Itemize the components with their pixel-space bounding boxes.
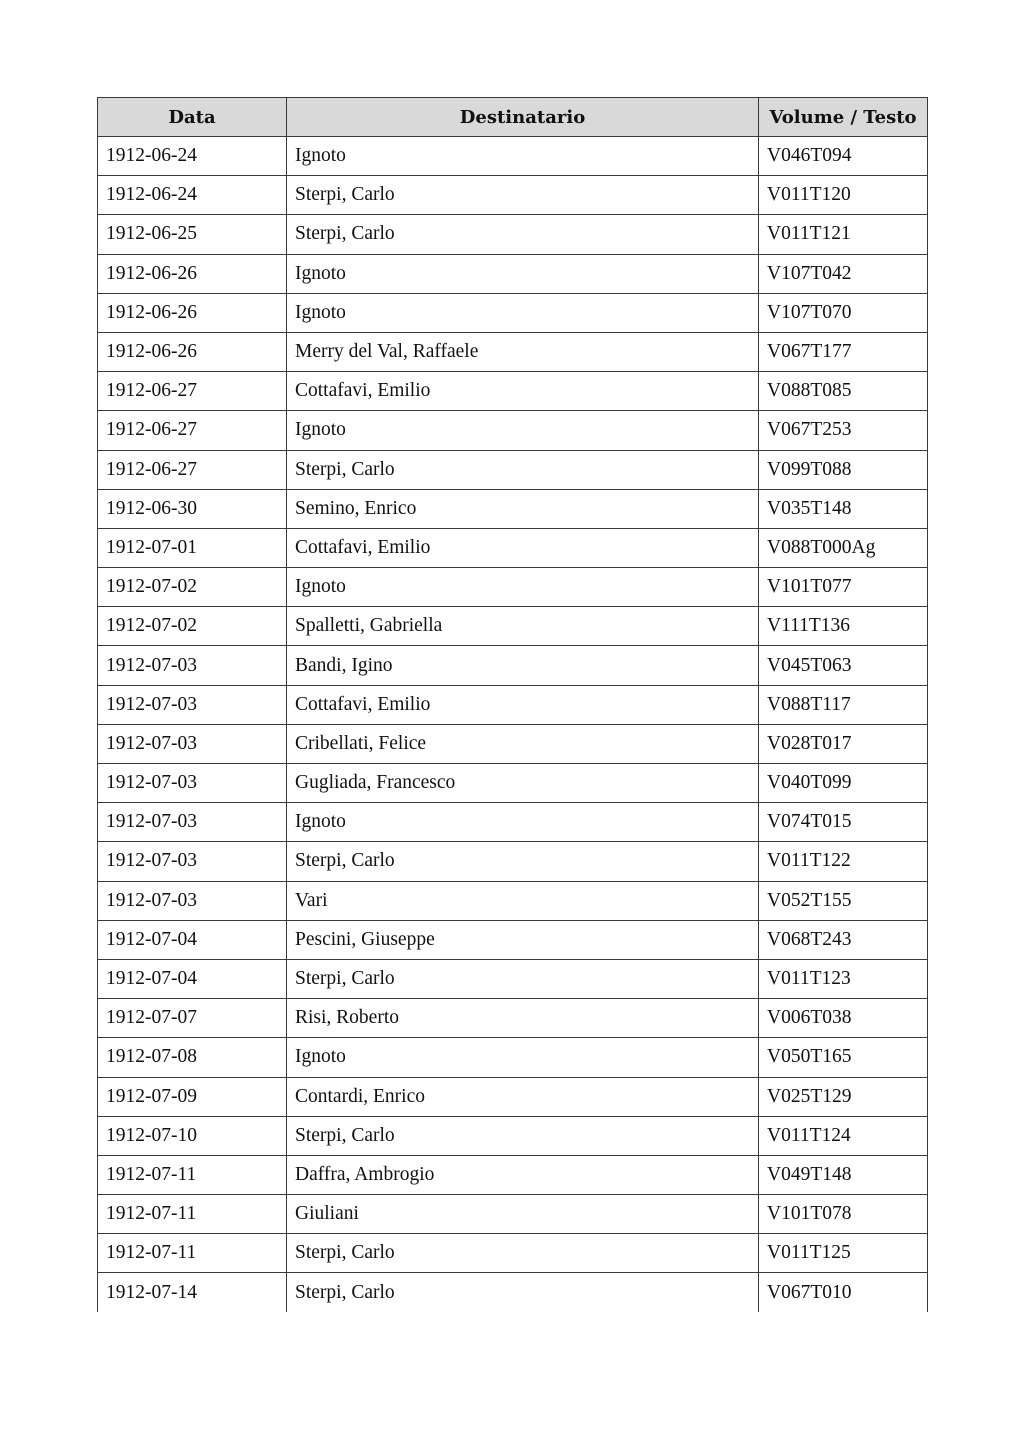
volume-text-cell: V067T177 <box>759 332 928 371</box>
volume-text-cell: V040T099 <box>759 764 928 803</box>
table-row <box>98 176 928 215</box>
header-row <box>98 98 928 137</box>
table-row <box>98 332 928 371</box>
date-cell: 1912-06-27 <box>98 372 287 411</box>
table-row <box>98 411 928 450</box>
table-row <box>98 1234 928 1273</box>
volume-text-cell: V011T121 <box>759 215 928 254</box>
date-cell: 1912-07-02 <box>98 568 287 607</box>
recipient-cell: Gugliada, Francesco <box>287 764 759 803</box>
table-row <box>98 1038 928 1077</box>
column-header-volume-text: Volume / Testo <box>759 98 928 137</box>
table-row <box>98 1273 928 1312</box>
volume-text-cell: V011T120 <box>759 176 928 215</box>
date-cell: 1912-06-26 <box>98 332 287 371</box>
volume-text-cell: V052T155 <box>759 881 928 920</box>
date-cell: 1912-07-03 <box>98 646 287 685</box>
recipient-cell: Semino, Enrico <box>287 489 759 528</box>
table-row <box>98 959 928 998</box>
recipient-cell: Sterpi, Carlo <box>287 176 759 215</box>
column-header-recipient: Destinatario <box>287 98 759 137</box>
recipient-cell: Ignoto <box>287 1038 759 1077</box>
table-row <box>98 724 928 763</box>
table-row <box>98 1077 928 1116</box>
recipient-cell: Cottafavi, Emilio <box>287 528 759 567</box>
date-cell: 1912-07-03 <box>98 881 287 920</box>
recipient-cell: Sterpi, Carlo <box>287 1273 759 1312</box>
table-header <box>98 98 928 137</box>
table-row <box>98 646 928 685</box>
recipient-cell: Sterpi, Carlo <box>287 842 759 881</box>
volume-text-cell: V111T136 <box>759 607 928 646</box>
date-cell: 1912-07-11 <box>98 1234 287 1273</box>
volume-text-cell: V074T015 <box>759 803 928 842</box>
date-cell: 1912-07-03 <box>98 764 287 803</box>
volume-text-cell: V011T123 <box>759 959 928 998</box>
recipient-cell: Bandi, Igino <box>287 646 759 685</box>
volume-text-cell: V046T094 <box>759 137 928 176</box>
volume-text-cell: V035T148 <box>759 489 928 528</box>
table-row <box>98 764 928 803</box>
date-cell: 1912-07-03 <box>98 842 287 881</box>
volume-text-cell: V101T078 <box>759 1195 928 1234</box>
recipient-cell: Cottafavi, Emilio <box>287 372 759 411</box>
date-cell: 1912-07-01 <box>98 528 287 567</box>
recipient-cell: Ignoto <box>287 411 759 450</box>
volume-text-cell: V050T165 <box>759 1038 928 1077</box>
table-row <box>98 372 928 411</box>
volume-text-cell: V049T148 <box>759 1155 928 1194</box>
table-row <box>98 1195 928 1234</box>
volume-text-cell: V025T129 <box>759 1077 928 1116</box>
column-header-date: Data <box>98 98 287 137</box>
recipient-cell: Cribellati, Felice <box>287 724 759 763</box>
volume-text-cell: V068T243 <box>759 920 928 959</box>
table-row <box>98 1155 928 1194</box>
recipient-cell: Sterpi, Carlo <box>287 1234 759 1273</box>
recipient-cell: Ignoto <box>287 568 759 607</box>
recipient-cell: Contardi, Enrico <box>287 1077 759 1116</box>
document-page <box>97 97 927 1312</box>
recipient-cell: Ignoto <box>287 293 759 332</box>
table-row <box>98 450 928 489</box>
date-cell: 1912-07-03 <box>98 803 287 842</box>
table-row <box>98 215 928 254</box>
date-cell: 1912-07-11 <box>98 1155 287 1194</box>
table-body <box>98 137 928 1313</box>
date-cell: 1912-07-02 <box>98 607 287 646</box>
recipient-cell: Spalletti, Gabriella <box>287 607 759 646</box>
table-row <box>98 489 928 528</box>
table-row <box>98 999 928 1038</box>
table-row <box>98 607 928 646</box>
volume-text-cell: V067T253 <box>759 411 928 450</box>
volume-text-cell: V088T085 <box>759 372 928 411</box>
volume-text-cell: V107T070 <box>759 293 928 332</box>
recipient-cell: Sterpi, Carlo <box>287 450 759 489</box>
recipient-cell: Sterpi, Carlo <box>287 215 759 254</box>
volume-text-cell: V011T122 <box>759 842 928 881</box>
date-cell: 1912-06-27 <box>98 411 287 450</box>
date-cell: 1912-06-25 <box>98 215 287 254</box>
table-row <box>98 685 928 724</box>
date-cell: 1912-07-14 <box>98 1273 287 1312</box>
date-cell: 1912-06-24 <box>98 137 287 176</box>
volume-text-cell: V006T038 <box>759 999 928 1038</box>
table-row <box>98 528 928 567</box>
recipient-cell: Risi, Roberto <box>287 999 759 1038</box>
recipient-cell: Ignoto <box>287 254 759 293</box>
table-row <box>98 293 928 332</box>
date-cell: 1912-07-07 <box>98 999 287 1038</box>
volume-text-cell: V011T125 <box>759 1234 928 1273</box>
recipient-cell: Cottafavi, Emilio <box>287 685 759 724</box>
recipient-cell: Ignoto <box>287 137 759 176</box>
volume-text-cell: V107T042 <box>759 254 928 293</box>
table-row <box>98 254 928 293</box>
date-cell: 1912-07-03 <box>98 685 287 724</box>
volume-text-cell: V067T010 <box>759 1273 928 1312</box>
date-cell: 1912-07-10 <box>98 1116 287 1155</box>
date-cell: 1912-07-04 <box>98 959 287 998</box>
table-row <box>98 1116 928 1155</box>
table-row <box>98 568 928 607</box>
volume-text-cell: V088T000Ag <box>759 528 928 567</box>
volume-text-cell: V088T117 <box>759 685 928 724</box>
table-row <box>98 137 928 176</box>
table-row <box>98 881 928 920</box>
volume-text-cell: V101T077 <box>759 568 928 607</box>
table-row <box>98 920 928 959</box>
recipient-cell: Giuliani <box>287 1195 759 1234</box>
date-cell: 1912-07-03 <box>98 724 287 763</box>
table-row <box>98 842 928 881</box>
volume-text-cell: V045T063 <box>759 646 928 685</box>
recipient-cell: Merry del Val, Raffaele <box>287 332 759 371</box>
date-cell: 1912-06-27 <box>98 450 287 489</box>
volume-text-cell: V028T017 <box>759 724 928 763</box>
recipient-cell: Daffra, Ambrogio <box>287 1155 759 1194</box>
date-cell: 1912-06-26 <box>98 293 287 332</box>
recipient-cell: Ignoto <box>287 803 759 842</box>
date-cell: 1912-07-09 <box>98 1077 287 1116</box>
recipient-cell: Sterpi, Carlo <box>287 1116 759 1155</box>
recipient-cell: Vari <box>287 881 759 920</box>
recipient-cell: Pescini, Giuseppe <box>287 920 759 959</box>
date-cell: 1912-06-26 <box>98 254 287 293</box>
date-cell: 1912-07-04 <box>98 920 287 959</box>
date-cell: 1912-06-24 <box>98 176 287 215</box>
table-row <box>98 803 928 842</box>
date-cell: 1912-07-11 <box>98 1195 287 1234</box>
volume-text-cell: V011T124 <box>759 1116 928 1155</box>
letters-table <box>97 97 928 1312</box>
volume-text-cell: V099T088 <box>759 450 928 489</box>
recipient-cell: Sterpi, Carlo <box>287 959 759 998</box>
date-cell: 1912-07-08 <box>98 1038 287 1077</box>
date-cell: 1912-06-30 <box>98 489 287 528</box>
